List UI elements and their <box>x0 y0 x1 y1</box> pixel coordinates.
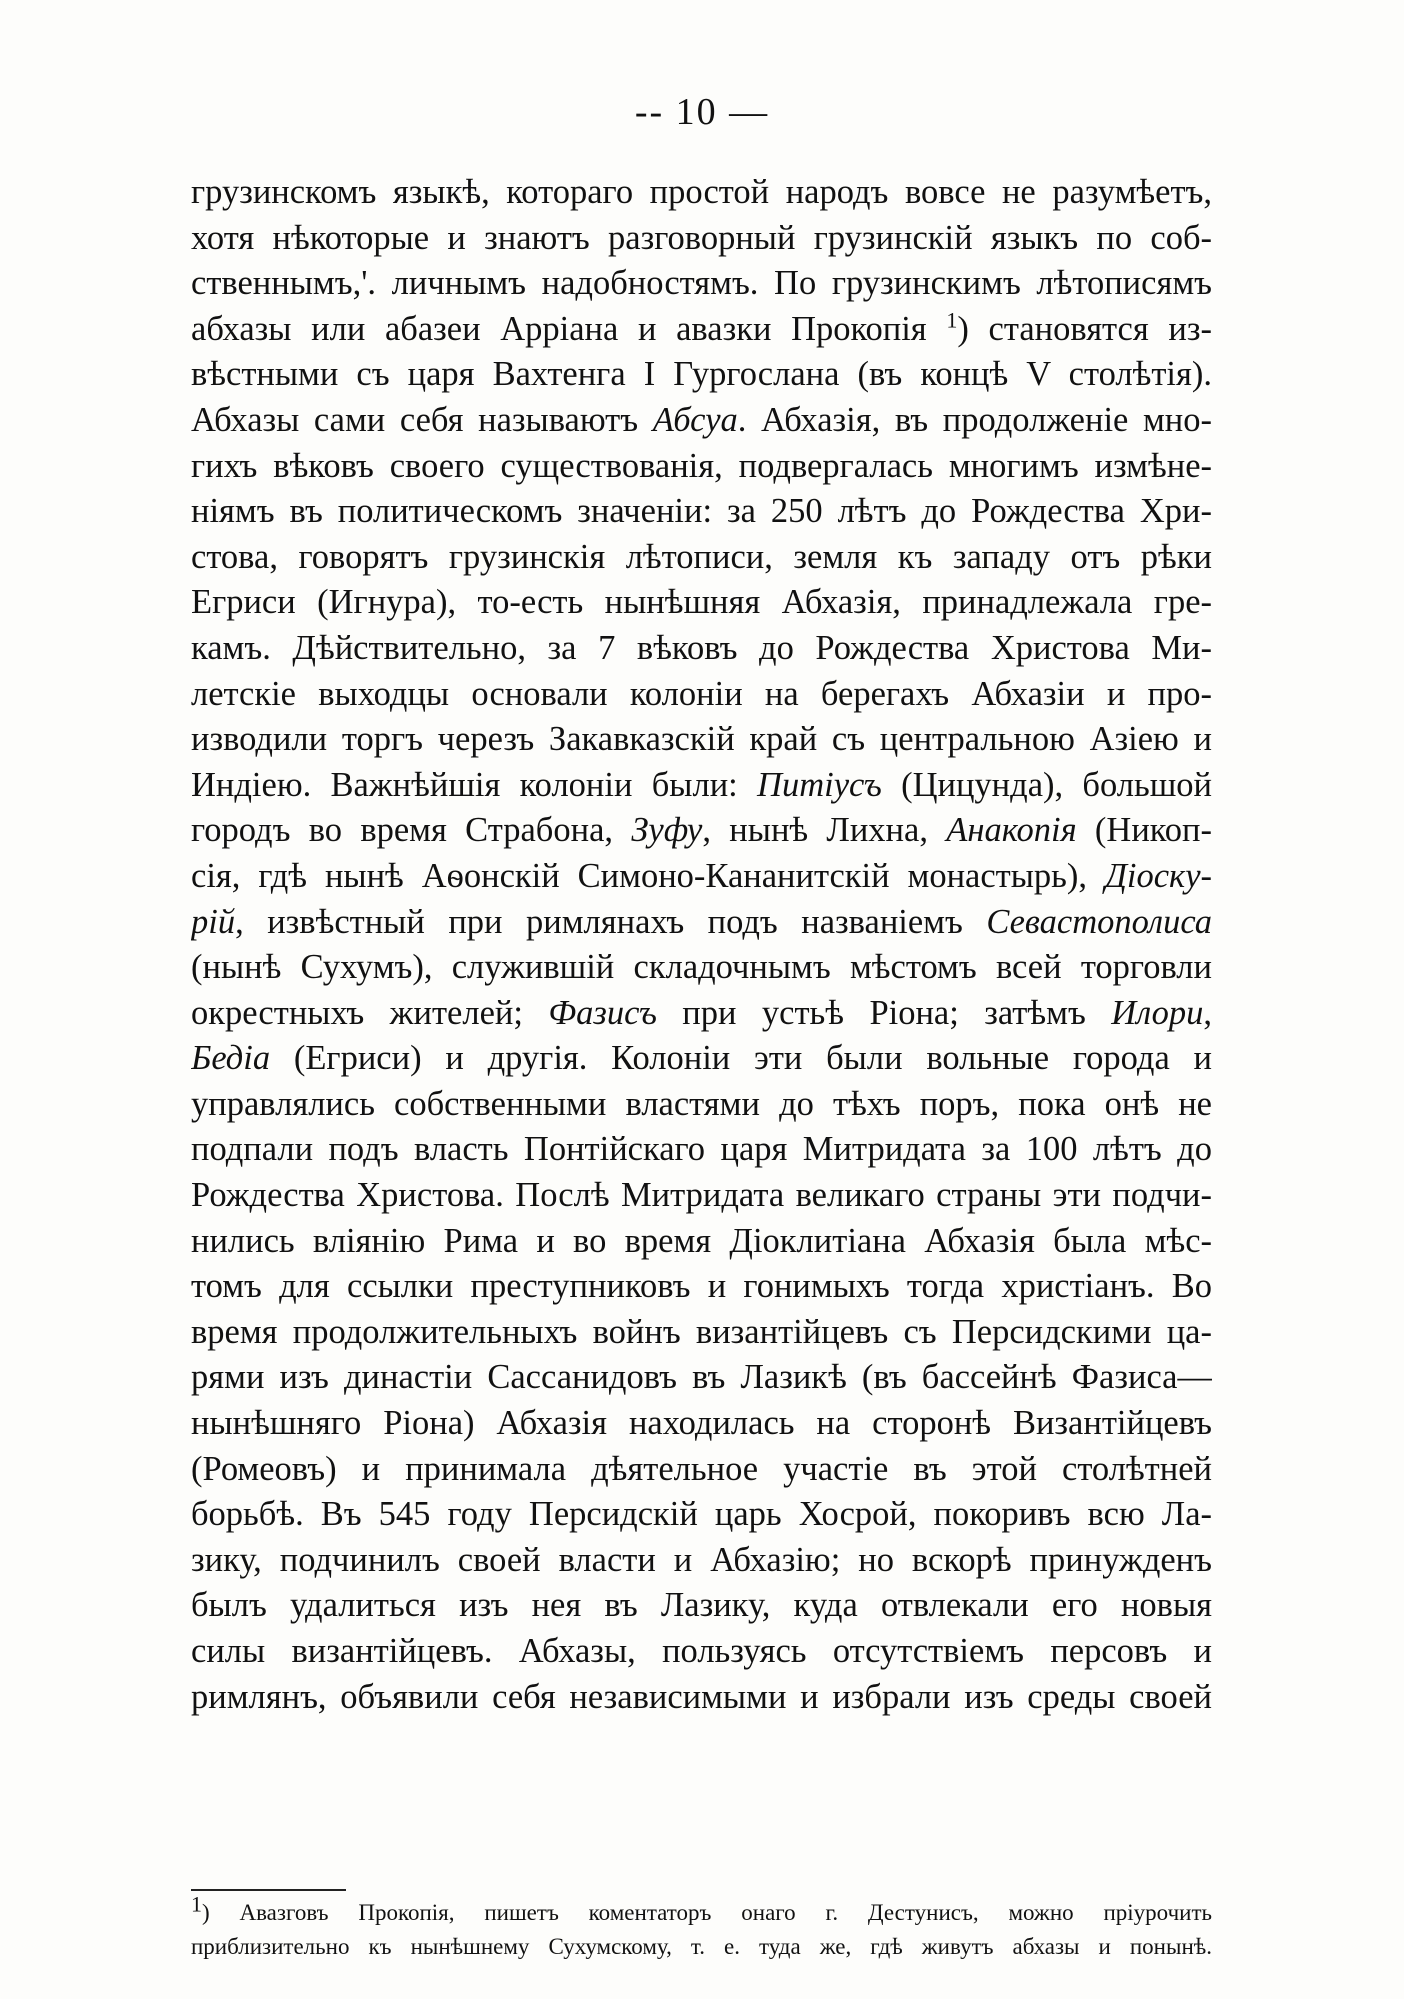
page-number: -- 10 — <box>634 91 770 133</box>
text-segment: изводили торгъ черезъ Закавказскій край съ центральною Азіею и <box>191 720 1212 759</box>
text-segment: римлянъ, объявили себя независимыми и избрали изъ среды своей <box>191 1677 1212 1716</box>
body-line <box>191 580 1212 626</box>
italic-term: Абсуа <box>652 400 738 439</box>
text-segment: ніямъ въ политическомъ значеніи: за 250 лѣтъ до Рождества Хри- <box>191 492 1212 531</box>
body-line <box>191 170 1212 216</box>
italic-term: Фазисъ <box>548 993 657 1032</box>
text-segment: . Абхазія, въ продолженіе мно- <box>737 400 1212 439</box>
text-segment: нынѣшняго Ріона) Абхазія находилась на сторонѣ Византійцевъ <box>191 1404 1212 1443</box>
body-line <box>191 1538 1212 1584</box>
body-line <box>191 1264 1212 1310</box>
text-segment: нились вліянію Рима и во время Діоклитіана Абхазія была мѣс- <box>191 1221 1212 1260</box>
body-line <box>191 1036 1212 1082</box>
text-segment: (Цицунда), большой <box>881 765 1212 804</box>
text-segment: камъ. Дѣйствительно, за 7 вѣковъ до Рождества Христова Ми- <box>191 628 1212 667</box>
text-segment: приблизительно къ нынѣшнему Сухумскому, т. е. туда же, гдѣ живутъ абхазы и понынѣ. <box>191 1934 1212 1959</box>
text-segment: , <box>1203 993 1212 1032</box>
body-line <box>191 1310 1212 1356</box>
text-segment: ) Авазговъ Прокопія, пишетъ коментаторъ онаго г. Дестунисъ, можно пріурочить <box>202 1900 1212 1925</box>
text-segment: при устьѣ Ріона; затѣмъ <box>656 993 1112 1032</box>
text-segment: сія, гдѣ нынѣ Аѳонскій Симоно-Кананитскій монастырь), <box>191 856 1105 895</box>
body-line <box>191 991 1212 1037</box>
text-segment: управлялись собственными властями до тѣхъ поръ, пока онѣ не <box>191 1084 1212 1123</box>
text-segment: былъ удалиться изъ нея въ Лазику, куда отвлекали его новыя <box>191 1586 1212 1625</box>
footnote-line <box>191 1930 1212 1964</box>
body-line <box>191 1675 1212 1721</box>
italic-term: рій <box>191 902 236 941</box>
footnote-marker: 1 <box>191 1896 202 1917</box>
text-segment: гихъ вѣковъ своего существованія, подвергалась многимъ измѣне- <box>191 446 1212 485</box>
body-line <box>191 900 1212 946</box>
body-line <box>191 352 1212 398</box>
text-segment: Индіею. Важнѣйшія колоніи были: <box>191 765 758 804</box>
footnote-marker: 1 <box>946 307 958 333</box>
body-line <box>191 1127 1212 1173</box>
text-segment: силы византійцевъ. Абхазы, пользуясь отсутствіемъ персовъ и <box>191 1632 1212 1670</box>
body-line <box>191 535 1212 581</box>
text-segment: летскіе выходцы основали колоніи на берегахъ Абхазіи и про- <box>191 674 1212 713</box>
body-line <box>191 626 1212 672</box>
text-segment: подпали подъ власть Понтійскаго царя Митридата за 100 лѣтъ до <box>191 1130 1212 1169</box>
text-segment: рями изъ династіи Сассанидовъ въ Лазикѣ (въ бассейнѣ Фазиса— <box>191 1358 1212 1397</box>
text-segment: городъ во время Страбона, <box>191 811 632 850</box>
body-line <box>191 444 1212 490</box>
italic-term: Севастополиса <box>986 902 1212 941</box>
footnote-divider <box>191 1889 346 1891</box>
body-line <box>191 672 1212 718</box>
italic-term: Зуфу <box>631 811 703 850</box>
text-segment: , нынѣ Лихна, <box>702 811 947 850</box>
footnote-line <box>191 1896 1212 1930</box>
text-segment: (Ромеовъ) и принимала дѣятельное участіе въ этой столѣтней <box>191 1449 1212 1488</box>
footnotes <box>191 1896 1212 1964</box>
body-line <box>191 489 1212 535</box>
text-segment: (Никоп- <box>1076 811 1212 850</box>
italic-term: Анакопія <box>946 811 1077 850</box>
text-segment: стова, говорятъ грузинскія лѣтописи, земля къ западу отъ рѣки <box>191 537 1212 576</box>
body-line <box>191 307 1212 353</box>
italic-term: Діоску- <box>1104 856 1212 895</box>
text-segment: борьбѣ. Въ 545 году Персидскій царь Хосрой, покоривъ всю Ла- <box>191 1495 1212 1534</box>
body-line <box>191 1629 1212 1675</box>
text-segment: ) становятся из- <box>957 309 1212 348</box>
body-line <box>191 1492 1212 1538</box>
body-line <box>191 1401 1212 1447</box>
text-segment: время продолжительныхъ войнъ византійцевъ съ Персидскими ца- <box>191 1312 1212 1351</box>
text-segment: (нынѣ Сухумъ), служившій складочнымъ мѣстомъ всей торговли <box>191 948 1212 987</box>
body-line <box>191 763 1212 809</box>
body-line <box>191 1173 1212 1219</box>
text-segment: ственнымъ,'. личнымъ надобностямъ. По грузинскимъ лѣтописямъ <box>191 264 1212 303</box>
body-text <box>191 170 1212 1720</box>
body-line <box>191 216 1212 262</box>
body-line <box>191 1082 1212 1128</box>
body-line <box>191 1219 1212 1265</box>
text-segment: зику, подчинилъ своей власти и Абхазію; но вскорѣ принужденъ <box>191 1540 1212 1579</box>
text-segment: Рождества Христова. Послѣ Митридата великаго страны эти подчи- <box>191 1176 1212 1215</box>
body-line <box>191 1355 1212 1401</box>
text-segment: вѣстными съ царя Вахтенга I Гургослана (въ концѣ V столѣтія). <box>191 355 1212 394</box>
body-line <box>191 854 1212 900</box>
text-segment: Егриси (Игнура), то-есть нынѣшняя Абхазія, принадлежала гре- <box>191 583 1212 622</box>
body-line <box>191 1583 1212 1629</box>
text-segment: окрестныхъ жителей; <box>191 993 549 1032</box>
body-line <box>191 945 1212 991</box>
text-segment: Абхазы сами себя называютъ <box>191 400 653 439</box>
italic-term: Питіусъ <box>757 765 882 804</box>
body-line <box>191 398 1212 444</box>
body-line <box>191 717 1212 763</box>
text-segment: хотя нѣкоторые и знаютъ разговорный грузинскій языкъ по соб- <box>191 218 1212 257</box>
italic-term: Илори <box>1111 993 1204 1032</box>
text-segment: (Егриси) и другія. Колоніи эти были вольные города и <box>270 1039 1212 1078</box>
body-line <box>191 261 1212 307</box>
text-segment: , извѣстный при римлянахъ подъ названіемъ <box>235 902 987 941</box>
body-line <box>191 808 1212 854</box>
text-segment: абхазы или абазеи Арріана и авазки Прокопія <box>191 309 947 348</box>
text-segment: грузинскомъ языкѣ, котораго простой народъ вовсе не разумѣетъ, <box>191 173 1212 211</box>
italic-term: Бедіа <box>191 1039 271 1078</box>
text-segment: томъ для ссылки преступниковъ и гонимыхъ тогда христіанъ. Во <box>191 1267 1212 1306</box>
body-line <box>191 1447 1212 1493</box>
